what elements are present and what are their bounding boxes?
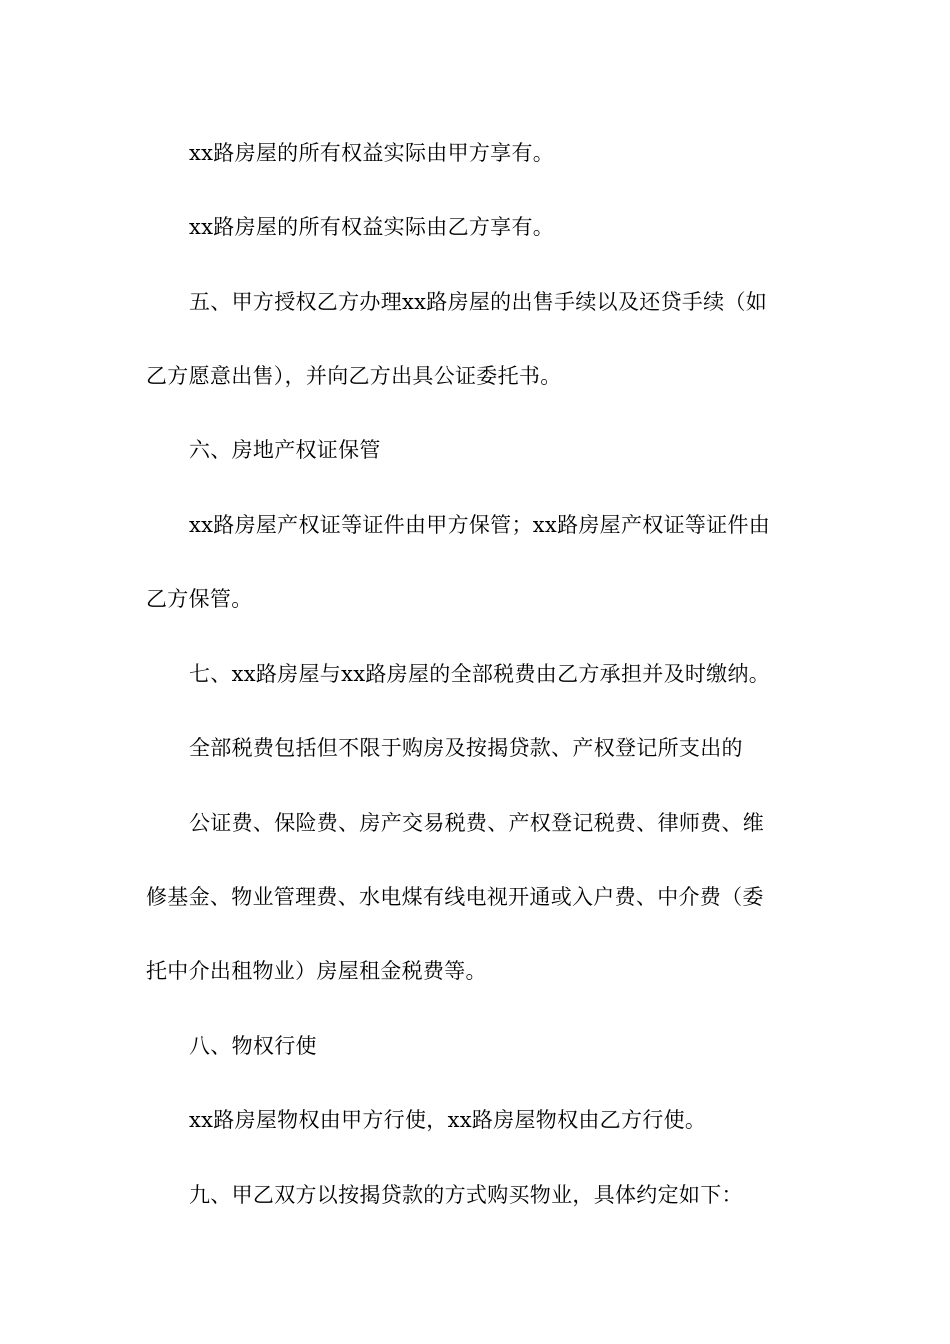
section-seven-line-5: 托中介出租物业）房屋租金税费等。 bbox=[146, 959, 487, 983]
paragraph-line-1: xx路房屋的所有权益实际由甲方享有。 bbox=[189, 141, 555, 165]
section-six-heading: 六、房地产权证保管 bbox=[189, 438, 381, 462]
section-five-line-1: 五、甲方授权乙方办理xx路房屋的出售手续以及还贷手续（如 bbox=[189, 290, 768, 314]
section-six-line-2: 乙方保管。 bbox=[146, 587, 253, 611]
section-seven-line-4: 修基金、物业管理费、水电煤有线电视开通或入户费、中介费（委 bbox=[146, 885, 764, 909]
section-seven-line-1: 七、xx路房屋与xx路房屋的全部税费由乙方承担并及时缴纳。 bbox=[189, 662, 771, 686]
section-eight-heading: 八、物权行使 bbox=[189, 1034, 317, 1058]
section-five-line-2: 乙方愿意出售），并向乙方出具公证委托书。 bbox=[146, 364, 562, 388]
section-six-line-1: xx路房屋产权证等证件由甲方保管；xx路房屋产权证等证件由 bbox=[189, 513, 771, 537]
section-eight-line-1: xx路房屋物权由甲方行使，xx路房屋物权由乙方行使。 bbox=[189, 1108, 707, 1132]
section-nine-line-1: 九、甲乙双方以按揭贷款的方式购买物业，具体约定如下： bbox=[189, 1183, 743, 1207]
section-seven-line-2: 全部税费包括但不限于购房及按揭贷款、产权登记所支出的 bbox=[189, 736, 743, 760]
paragraph-line-2: xx路房屋的所有权益实际由乙方享有。 bbox=[189, 215, 555, 239]
section-seven-line-3: 公证费、保险费、房产交易税费、产权登记税费、律师费、维 bbox=[189, 811, 765, 835]
